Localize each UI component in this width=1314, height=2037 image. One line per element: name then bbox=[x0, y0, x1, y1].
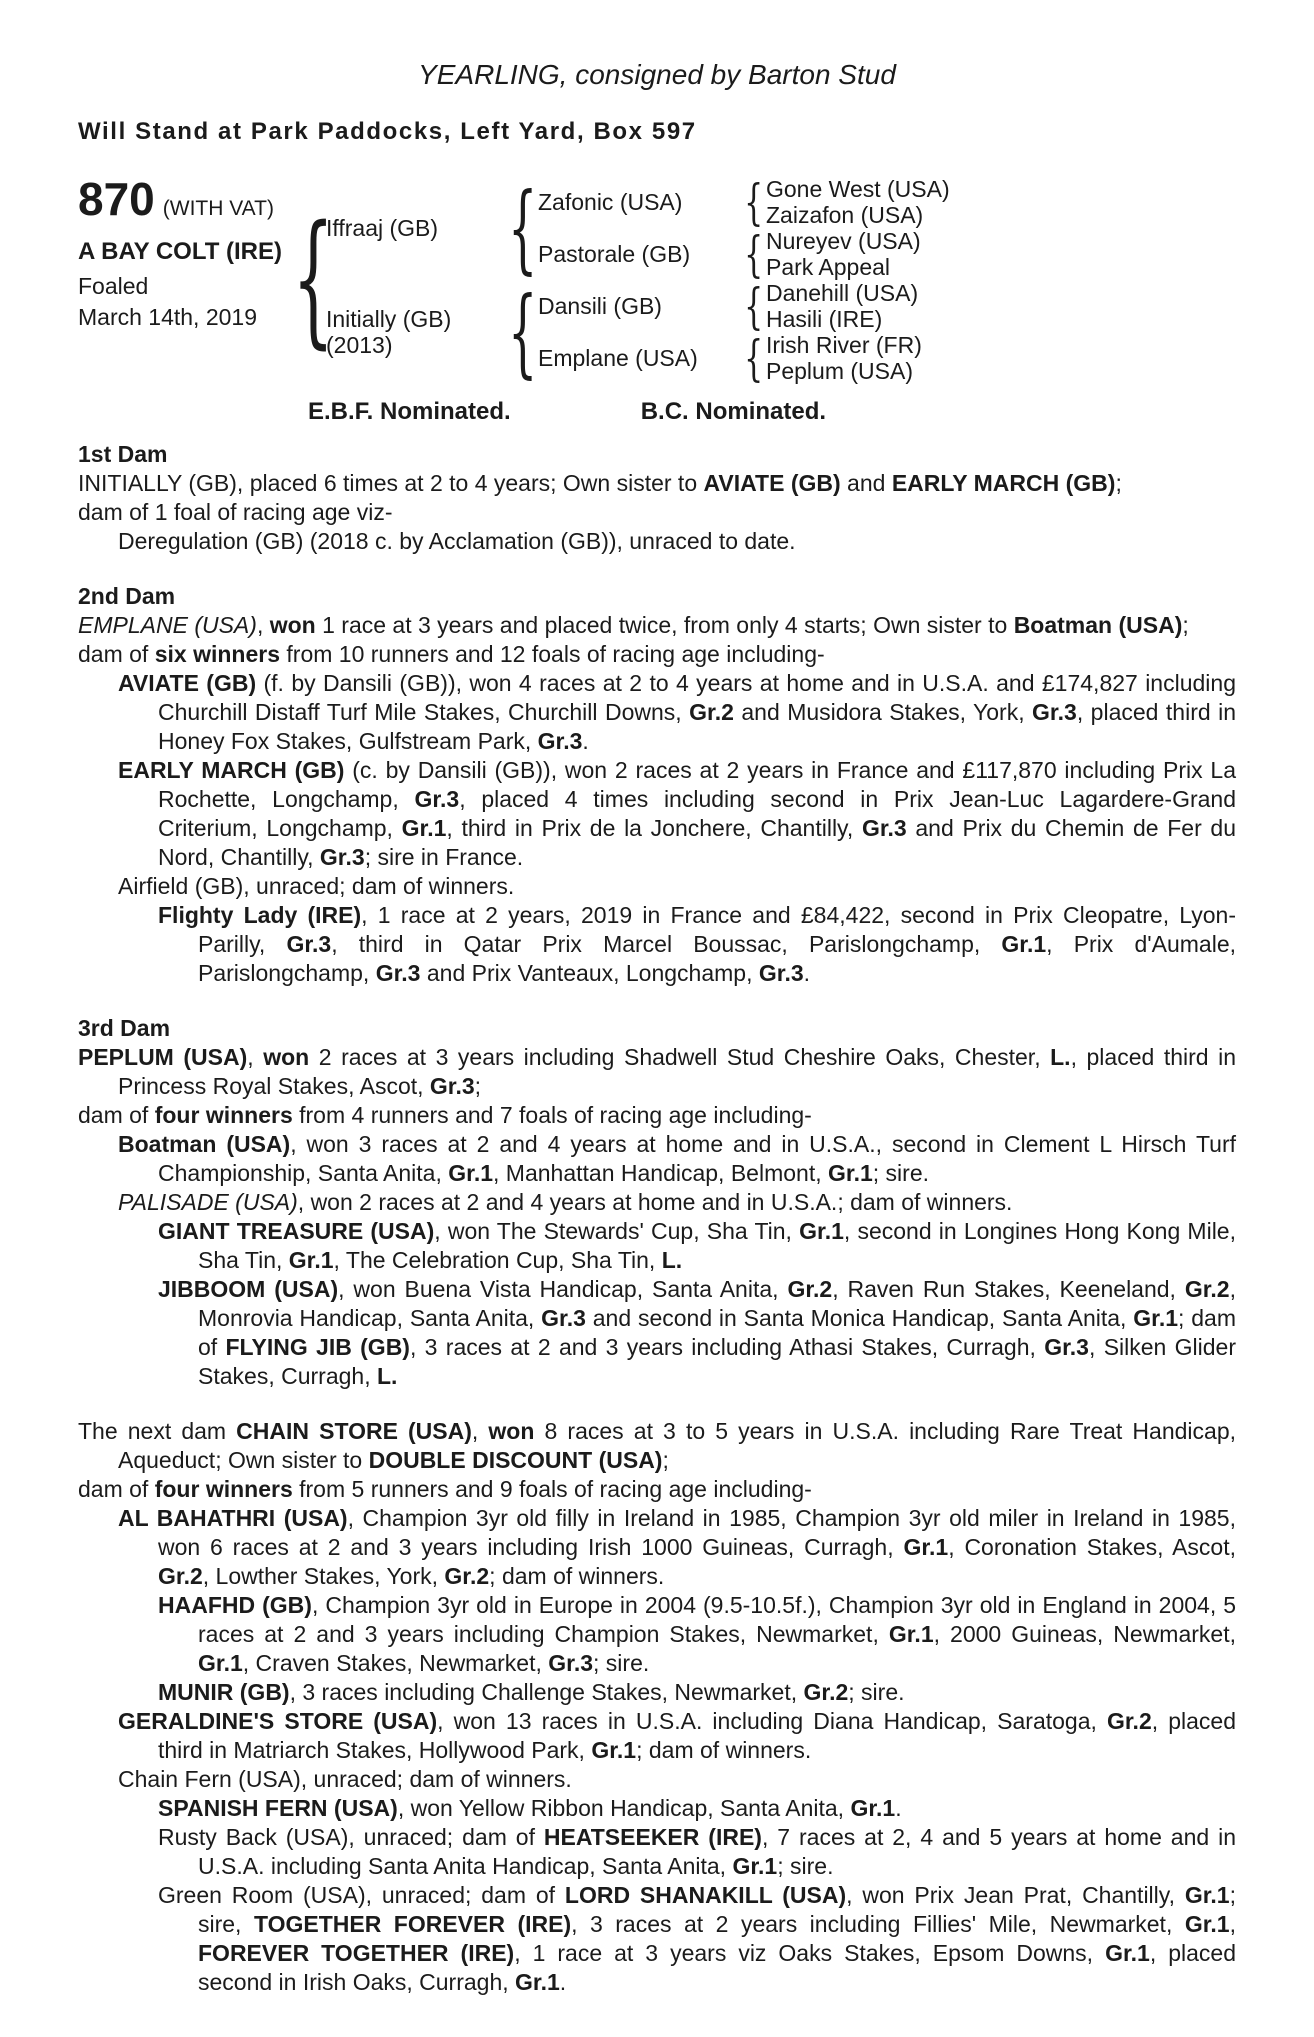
pedigree-dam: Initially (GB) (2013) bbox=[326, 305, 452, 358]
lot-info bbox=[78, 172, 300, 384]
nomination-row bbox=[78, 398, 1236, 426]
pedigree-paragraph: dam of four winners from 4 runners and 7 foals of racing age including- bbox=[78, 1101, 812, 1128]
pedigree-sire: Iffraaj (GB) bbox=[326, 214, 439, 241]
stand-location-line: Will Stand at Park Paddocks, Left Yard, Box 597 bbox=[78, 117, 697, 145]
pedigree-ancestor-name: Hasili (IRE) bbox=[766, 305, 883, 332]
pedigree-paragraph: Chain Fern (USA), unraced; dam of winners. bbox=[118, 1765, 572, 1792]
foaled-date: March 14th, 2019 bbox=[78, 303, 258, 330]
pedigree-paragraph: Boatman (USA), won 3 races at 2 and 4 years at home and in U.S.A., second in Clement L Hirsch Turf Championship, Santa Anita, Gr.1, Manhattan Handicap, Belmont, Gr.1; sire. bbox=[118, 1130, 1236, 1186]
pedigree-ancestor-name: Danehill (USA) bbox=[766, 279, 919, 306]
section-heading: 2nd Dam bbox=[78, 582, 176, 609]
pedigree-brace-gen1: { bbox=[292, 195, 335, 363]
pedigree-paragraph: Rusty Back (USA), unraced; dam of HEATSEEKER (IRE), 7 races at 2, 4 and 5 years at home and in U.S.A. including Santa Anita Handicap, Santa Anita, Gr.1; sire. bbox=[158, 1823, 1236, 1879]
bc-nominated-label: B.C. Nominated. bbox=[640, 397, 827, 425]
pedigree-paragraph: PEPLUM (USA), won 2 races at 3 years including Shadwell Stud Cheshire Oaks, Chester, L., placed third in Princess Royal Stakes, Ascot, Gr.3; bbox=[78, 1043, 1237, 1099]
pedigree-paragraph: AL BAHATHRI (USA), Champion 3yr old filly in Ireland in 1985, Champion 3yr old miler in Ireland in 1985, won 6 races at 2 and 3 years including Irish 1000 Guineas, Curragh, Gr.1, Coronation Stakes, Ascot, Gr.2, Lowther Stakes, York, Gr.2; dam of winners. bbox=[118, 1504, 1236, 1589]
pedigree-ancestor-name: Peplum (USA) bbox=[766, 357, 913, 384]
pedigree-paragraph: dam of 1 foal of racing age viz- bbox=[78, 498, 393, 525]
pedigree-grandsire-2: Dansili (GB) bbox=[538, 292, 662, 319]
pedigree-granddam-1: Pastorale (GB) bbox=[538, 240, 691, 267]
pedigree-paragraph: GERALDINE'S STORE (USA), won 13 races in U.S.A. including Diana Handicap, Saratoga, Gr.2, placed third in Matriarch Stakes, Hollywood Park, Gr.1; dam of winners. bbox=[118, 1707, 1237, 1763]
pedigree-brace-gen3-3: { bbox=[744, 277, 764, 334]
pedigree-paragraph: SPANISH FERN (USA), won Yellow Ribbon Handicap, Santa Anita, Gr.1. bbox=[158, 1794, 902, 1821]
pedigree-paragraph: GIANT TREASURE (USA), won The Stewards' Cup, Sha Tin, Gr.1, second in Longines Hong Kong Mile, Sha Tin, Gr.1, The Celebration Cup, Sha Tin, L. bbox=[158, 1217, 1236, 1273]
lot-number-row bbox=[78, 172, 300, 225]
pedigree-paragraph: Flighty Lady (IRE), 1 race at 2 years, 2019 in France and £84,422, second in Prix Cleopatre, Lyon-Parilly, Gr.3, third in Qatar Prix Marcel Boussac, Parislongchamp, Gr.1, Prix d'Aumale, Parislongchamp, Gr.3 and Prix Vanteaux, Longchamp, Gr.3. bbox=[158, 901, 1237, 986]
pedigree-ancestor-name: Irish River (FR) bbox=[766, 331, 922, 358]
pedigree-section bbox=[78, 1417, 1236, 1997]
pedigree-paragraph: Deregulation (GB) (2018 c. by Acclamation (GB)), unraced to date. bbox=[118, 527, 796, 554]
pedigree-brace-dam-parents: { bbox=[508, 275, 538, 388]
pedigree-paragraph: AVIATE (GB) (f. by Dansili (GB)), won 4 races at 2 to 4 years at home and in U.S.A. and £174,827 including Churchill Distaff Turf Mile Stakes, Churchill Downs, Gr.2 and Musidora Stakes, York, Gr.3, placed third in Honey Fox Stakes, Gulfstream Park, Gr.3. bbox=[118, 669, 1237, 754]
pedigree-brace-gen3-2: { bbox=[744, 225, 764, 282]
pedigree-paragraph: INITIALLY (GB), placed 6 times at 2 to 4 years; Own sister to AVIATE (GB) and EARLY MARCH (GB); bbox=[78, 469, 1122, 496]
pedigree-ancestor-name: Gone West (USA) bbox=[766, 175, 950, 202]
pedigree-section bbox=[78, 582, 1236, 988]
lot-vat-note: (WITH VAT) bbox=[162, 196, 274, 220]
pedigree-paragraph: dam of four winners from 5 runners and 9 foals of racing age including- bbox=[78, 1475, 812, 1502]
section-heading: 3rd Dam bbox=[78, 1014, 171, 1041]
horse-description: A BAY COLT (IRE) bbox=[78, 237, 283, 265]
pedigree-ancestor-name: Nureyev (USA) bbox=[766, 227, 921, 254]
pedigree-section bbox=[78, 440, 1236, 556]
lot-header-block bbox=[78, 171, 1236, 388]
pedigree-ancestor-name: Zaizafon (USA) bbox=[766, 201, 924, 228]
pedigree-paragraph: dam of six winners from 10 runners and 12 foals of racing age including- bbox=[78, 640, 825, 667]
ebf-nominated-label: E.B.F. Nominated. bbox=[308, 397, 511, 425]
pedigree-paragraph: MUNIR (GB), 3 races including Challenge Stakes, Newmarket, Gr.2; sire. bbox=[158, 1678, 905, 1705]
section-heading: 1st Dam bbox=[78, 440, 168, 467]
pedigree-section bbox=[78, 1014, 1236, 1391]
page-title: YEARLING, consigned by Barton Stud bbox=[418, 59, 896, 90]
pedigree-paragraph: EMPLANE (USA), won 1 race at 3 years and placed twice, from only 4 starts; Own sister to Boatman (USA); bbox=[78, 611, 1189, 638]
foaled-label: Foaled bbox=[78, 272, 149, 299]
pedigree-paragraph: Airfield (GB), unraced; dam of winners. bbox=[118, 872, 515, 899]
pedigree-paragraph: PALISADE (USA), won 2 races at 2 and 4 years at home and in U.S.A.; dam of winners. bbox=[118, 1188, 1013, 1215]
pedigree-tree bbox=[292, 171, 950, 388]
pedigree-paragraph: HAAFHD (GB), Champion 3yr old in Europe in 2004 (9.5-10.5f.), Champion 3yr old in England in 2004, 5 races at 2 and 3 years including Champion Stakes, Newmarket, Gr.1, 2000 Guineas, Newmarket, Gr.1, Craven Stakes, Newmarket, Gr.3; sire. bbox=[158, 1591, 1237, 1676]
pedigree-paragraph: JIBBOOM (USA), won Buena Vista Handicap, Santa Anita, Gr.2, Raven Run Stakes, Keeneland, Gr.2, Monrovia Handicap, Santa Anita, Gr.3 and second in Santa Monica Handicap, Santa Anita, Gr.1; dam of FLYING JIB (GB), 3 races at 2 and 3 years including Athasi Stakes, Curragh, Gr.3, Silken Glider Stakes, Curragh, L. bbox=[158, 1275, 1237, 1389]
pedigree-paragraph: Green Room (USA), unraced; dam of LORD SHANAKILL (USA), won Prix Jean Prat, Chantilly, Gr.1; sire, TOGETHER FOREVER (IRE), 3 races at 2 years including Fillies' Mile, Newmarket, Gr.1, FOREVER TOGETHER (IRE), 1 race at 3 years viz Oaks Stakes, Epsom Downs, Gr.1, placed second in Irish Oaks, Curragh, Gr.1. bbox=[158, 1881, 1236, 1995]
pedigree-paragraph: The next dam CHAIN STORE (USA), won 8 races at 3 to 5 years in U.S.A. including Rare Treat Handicap, Aqueduct; Own sister to DOUBLE DISCOUNT (USA); bbox=[78, 1417, 1236, 1473]
pedigree-text bbox=[78, 440, 1236, 1997]
pedigree-granddam-2: Emplane (USA) bbox=[538, 344, 698, 371]
pedigree-brace-gen3-4: { bbox=[744, 329, 764, 386]
pedigree-brace-sire-parents: { bbox=[508, 171, 538, 284]
pedigree-grandsire-1: Zafonic (USA) bbox=[538, 188, 683, 215]
pedigree-brace-gen3-1: { bbox=[744, 173, 764, 230]
pedigree-ancestor-name: Park Appeal bbox=[766, 253, 891, 280]
lot-number: 870 bbox=[78, 172, 155, 225]
pedigree-paragraph: EARLY MARCH (GB) (c. by Dansili (GB)), won 2 races at 2 years in France and £117,870 including Prix La Rochette, Longchamp, Gr.3, placed 4 times including second in Prix Jean-Luc Lagardere-Grand Criterium, Longchamp, Gr.1, third in Prix de la Jonchere, Chantilly, Gr.3 and Prix du Chemin de Fer du Nord, Chantilly, Gr.3; sire in France. bbox=[118, 756, 1236, 870]
